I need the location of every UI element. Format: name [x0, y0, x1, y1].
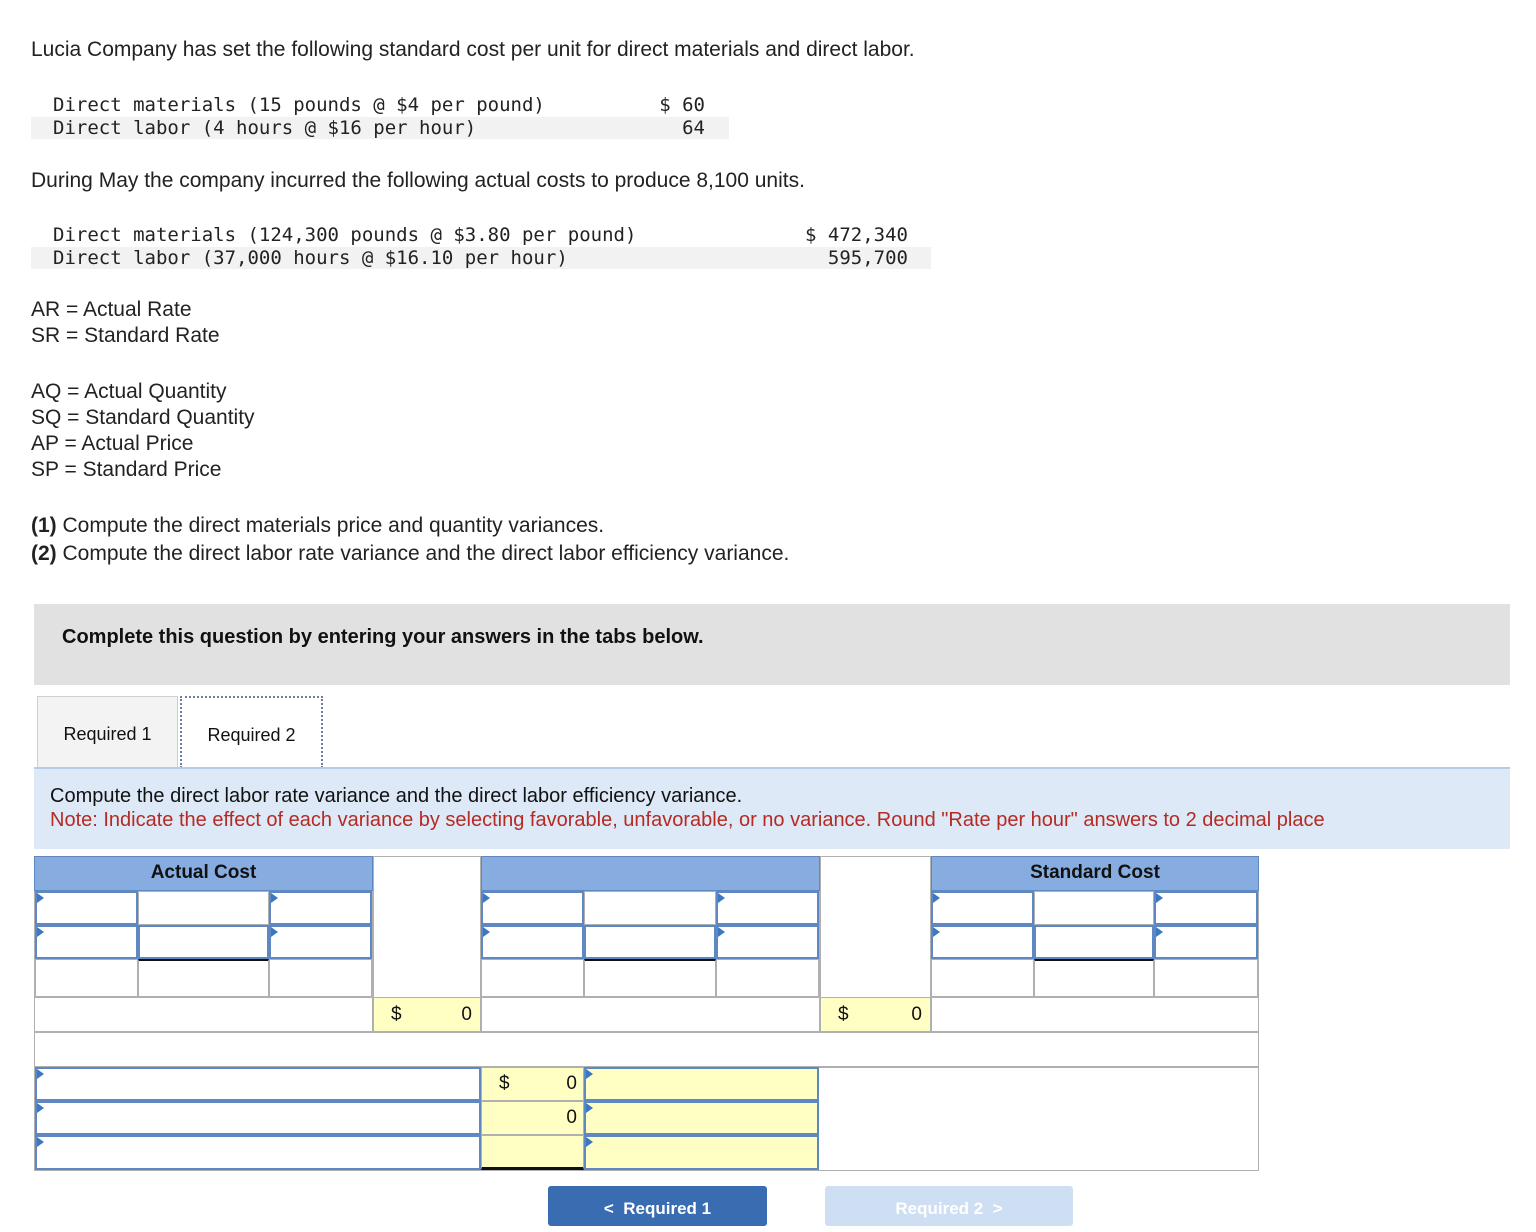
dropdown-indicator-icon [933, 893, 940, 903]
standard-total-value: 0 [911, 1004, 922, 1025]
currency-symbol: $ [499, 1073, 510, 1094]
prev-button-label: Required 1 [623, 1199, 712, 1218]
next-button-label: Required 2 [895, 1199, 984, 1218]
actual-cost-row [31, 224, 931, 246]
next-required-2-button[interactable] [825, 1186, 1073, 1226]
rate-variance-effect-dropdown[interactable] [584, 1067, 819, 1101]
dropdown-indicator-icon [37, 927, 44, 937]
rate-variance-label-dropdown[interactable] [35, 1067, 481, 1101]
standard-operator-input[interactable] [1034, 925, 1154, 959]
actual-empty-cell [269, 959, 372, 997]
standard-operator-cell[interactable] [1034, 891, 1154, 925]
may-text: During May the company incurred the following actual costs to produce 8,100 units. [31, 169, 805, 192]
actual-cost-amount: $ 472,340 [805, 224, 908, 246]
actual-cost-amount: 595,700 [827, 247, 908, 269]
abbr-ar: AR = Actual Rate [31, 298, 192, 321]
banner-text: Complete this question by entering your answers in the tabs below. [62, 626, 704, 648]
total-variance-label-dropdown[interactable] [35, 1135, 481, 1170]
instructions-banner [34, 604, 1510, 685]
middle-total-blank [481, 997, 820, 1032]
dropdown-indicator-icon [37, 893, 44, 903]
standard-cost-row [31, 94, 729, 116]
dropdown-indicator-icon [586, 1103, 593, 1113]
middle-operator-input[interactable] [584, 925, 716, 959]
question-text: Compute the direct materials price and quantity variances. [56, 514, 605, 537]
chevron-right-icon: > [983, 1199, 1003, 1218]
total-variance-effect-dropdown[interactable] [584, 1135, 819, 1170]
actual-total-value: 0 [461, 1004, 472, 1025]
dropdown-indicator-icon [1156, 893, 1163, 903]
question-2 [31, 542, 789, 566]
actual-quantity-input[interactable] [35, 925, 138, 959]
actual-cost-desc: Direct materials (124,300 pounds @ $3.80 per pound) [53, 224, 637, 246]
standard-cost-desc: Direct materials (15 pounds @ $4 per pound) [53, 94, 545, 116]
standard-quantity-dropdown[interactable] [931, 891, 1034, 925]
standard-cost-amount: $ 60 [659, 94, 705, 116]
actual-cost-row [31, 247, 931, 269]
note-text: Note: Indicate the effect of each variance by selecting favorable, unfavorable, or no variance. Round "Rate per hour" answers to 2 decimal place [50, 809, 1325, 831]
actual-empty-cell [138, 959, 269, 997]
dropdown-indicator-icon [37, 1069, 44, 1079]
variance-grid [34, 856, 1259, 1172]
standard-cost-header: Standard Cost [931, 856, 1259, 891]
abbr-sr: SR = Standard Rate [31, 324, 220, 347]
question-1 [31, 514, 604, 538]
currency-symbol: $ [838, 1004, 849, 1025]
actual-operator-input[interactable] [138, 925, 269, 959]
separator-row [34, 1032, 1259, 1067]
dropdown-indicator-icon [718, 927, 725, 937]
actual-quantity-dropdown[interactable] [35, 891, 138, 925]
standard-quantity-input[interactable] [931, 925, 1034, 959]
middle-rate-input[interactable] [716, 925, 819, 959]
instruction-text: Compute the direct labor rate variance and the direct labor efficiency variance. [50, 785, 743, 807]
dropdown-indicator-icon [933, 927, 940, 937]
actual-cost-desc: Direct labor (37,000 hours @ $16.10 per hour) [53, 247, 568, 269]
abbr-sp: SP = Standard Price [31, 458, 222, 481]
actual-total-cell [373, 997, 481, 1032]
total-variance-value-cell [481, 1135, 584, 1170]
middle-empty-cell [481, 959, 584, 997]
middle-header [481, 856, 820, 891]
chevron-left-icon: < [603, 1199, 624, 1218]
standard-rate-input[interactable] [1154, 925, 1258, 959]
rate-variance-value: 0 [566, 1073, 577, 1094]
dropdown-indicator-icon [586, 1137, 593, 1147]
abbr-aq: AQ = Actual Quantity [31, 380, 227, 403]
question-number: (1) [31, 514, 57, 537]
middle-rate-dropdown[interactable] [716, 891, 819, 925]
dropdown-indicator-icon [1156, 927, 1163, 937]
middle-quantity-dropdown[interactable] [481, 891, 584, 925]
dropdown-indicator-icon [37, 1103, 44, 1113]
actual-total-blank [34, 997, 373, 1032]
dropdown-indicator-icon [483, 927, 490, 937]
dropdown-indicator-icon [483, 893, 490, 903]
actual-cost-header: Actual Cost [34, 856, 373, 891]
standard-cost-desc: Direct labor (4 hours @ $16 per hour) [53, 117, 477, 139]
standard-total-blank [931, 997, 1259, 1032]
middle-operator-cell[interactable] [584, 891, 716, 925]
standard-total-cell [820, 997, 931, 1032]
efficiency-variance-value: 0 [566, 1107, 577, 1128]
actual-rate-dropdown[interactable] [269, 891, 372, 925]
standard-cost-table [31, 94, 729, 140]
standard-cost-amount: 64 [682, 117, 705, 139]
dropdown-indicator-icon [586, 1069, 593, 1079]
tab-required-1[interactable]: Required 1 [37, 696, 178, 768]
intro-text: Lucia Company has set the following standard cost per unit for direct materials and direct labor. [31, 38, 915, 61]
middle-empty-cell [716, 959, 819, 997]
standard-cost-row [31, 117, 729, 139]
middle-empty-cell [584, 959, 716, 997]
rate-variance-value-cell [481, 1067, 584, 1101]
dropdown-indicator-icon [718, 893, 725, 903]
currency-symbol: $ [391, 1004, 402, 1025]
dropdown-indicator-icon [271, 927, 278, 937]
prev-required-1-button[interactable] [548, 1186, 767, 1226]
actual-empty-cell [35, 959, 138, 997]
standard-empty-cell [931, 959, 1034, 997]
actual-operator-cell[interactable] [138, 891, 269, 925]
dropdown-indicator-icon [271, 893, 278, 903]
efficiency-variance-effect-dropdown[interactable] [584, 1101, 819, 1135]
standard-empty-cell [1154, 959, 1258, 997]
abbr-ap: AP = Actual Price [31, 432, 194, 455]
standard-empty-cell [1034, 959, 1154, 997]
tab-instructions [34, 767, 1510, 849]
abbr-sq: SQ = Standard Quantity [31, 406, 255, 429]
dropdown-indicator-icon [37, 1137, 44, 1147]
question-text: Compute the direct labor rate variance and the direct labor efficiency variance. [56, 542, 790, 565]
efficiency-variance-value-cell [481, 1101, 584, 1135]
actual-rate-input[interactable] [269, 925, 372, 959]
efficiency-variance-label-dropdown[interactable] [35, 1101, 481, 1135]
question-number: (2) [31, 542, 57, 565]
middle-quantity-input[interactable] [481, 925, 584, 959]
actual-cost-table [31, 224, 931, 270]
tab-required-2[interactable]: Required 2 [180, 696, 323, 768]
standard-rate-dropdown[interactable] [1154, 891, 1258, 925]
